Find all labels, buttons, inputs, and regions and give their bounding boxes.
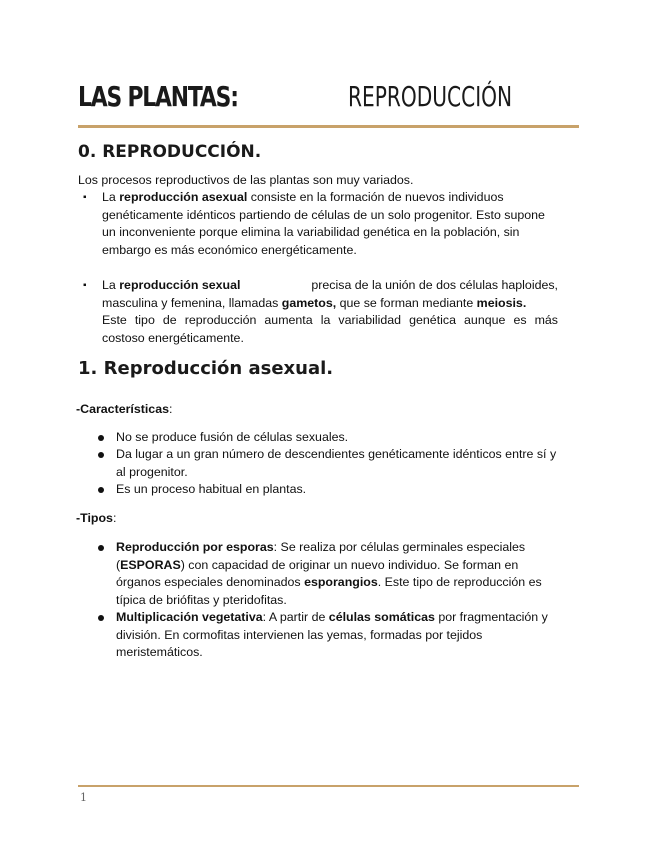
- tipo-esporas-line-1: Reproducción por esporas: Se realiza por células germinales especiales: [116, 540, 526, 554]
- meiosis-term: meiosis.: [476, 295, 527, 310]
- section-0-heading: 0. REPRODUCCIÓN.: [78, 142, 262, 162]
- tipo-vegetativa-line-1: Multiplicación vegetativa: A partir de células somáticas por fragmentación y: [116, 610, 548, 624]
- bullet-square-icon: ▪: [83, 192, 87, 203]
- tipo-esporas-line-4: típica de briófitas y pteridofitas.: [116, 592, 287, 607]
- asexual-line-2: genéticamente idénticos partiendo de células de un solo progenitor. Esto supone: [102, 207, 545, 222]
- gametos-term: gametos,: [281, 295, 337, 310]
- caracteristicas-label: -Características:: [76, 402, 173, 416]
- title-right: REPRODUCCIÓN: [348, 80, 513, 113]
- bullet-dot-icon: [98, 545, 104, 551]
- bullet-dot-icon: [98, 615, 104, 621]
- tipo-esporas: [116, 539, 566, 609]
- sexual-term: reproducción sexual: [119, 278, 241, 292]
- vegetativa-term: Multiplicación vegetativa: [116, 610, 263, 624]
- tipo-vegetativa: [116, 609, 568, 662]
- footer-divider: [78, 785, 579, 787]
- caracteristica-2: Da lugar a un gran número de descendientes genéticamente idénticos entre sí y: [116, 447, 557, 461]
- caracteristica-1: No se produce fusión de células sexuales.: [116, 430, 349, 444]
- page-number: 1: [80, 791, 87, 804]
- bullet-dot-icon: [98, 452, 104, 458]
- asexual-line-1: La reproducción asexual consiste en la formación de nuevos individuos: [102, 190, 504, 204]
- tipo-esporas-line-3: órganos especiales denominados esporangios. Este tipo de reproducción es: [116, 575, 542, 589]
- bullet-square-icon: ▪: [83, 280, 87, 291]
- sexual-definition: [102, 277, 558, 347]
- bullet-dot-icon: [98, 435, 104, 441]
- bullet-dot-icon: [98, 487, 104, 493]
- page-title: [78, 80, 578, 120]
- asexual-line-4: embargo es más económico energéticamente.: [102, 242, 357, 257]
- caracteristica-2-cont: al progenitor.: [116, 465, 188, 479]
- asexual-term: reproducción asexual: [119, 190, 248, 204]
- tipos-label: -Tipos:: [76, 511, 117, 525]
- asexual-line-3: un inconveniente porque elimina la variabilidad genética en la población, sin: [102, 225, 520, 239]
- intro-text: Los procesos reproductivos de las plantas son muy variados.: [78, 173, 414, 187]
- section-1-heading: 1. Reproducción asexual.: [78, 358, 334, 379]
- title-left: LAS PLANTAS:: [78, 80, 238, 113]
- esporas-term: Reproducción por esporas: [116, 540, 274, 554]
- header-divider: [78, 125, 579, 128]
- tipo-vegetativa-line-2: división. En cormofitas intervienen las yemas, formadas por tejidos: [116, 627, 483, 642]
- sexual-line-2: masculina y femenina, llamadas gametos, que se forman mediante meiosis.: [102, 295, 527, 310]
- tipo-esporas-line-2: (ESPORAS) con capacidad de originar un nuevo individuo. Se forman en: [116, 557, 519, 572]
- tipo-vegetativa-line-3: meristemáticos.: [116, 645, 203, 659]
- sexual-line-1: La reproducción sexual precisa de la unión de dos células haploides,: [102, 278, 558, 292]
- asexual-definition: [102, 189, 564, 259]
- sexual-line-3: Este tipo de reproducción aumenta la variabilidad genética aunque es más: [102, 313, 558, 327]
- caracteristica-3: Es un proceso habitual en plantas.: [116, 482, 307, 496]
- sexual-line-4: costoso energéticamente.: [102, 330, 244, 345]
